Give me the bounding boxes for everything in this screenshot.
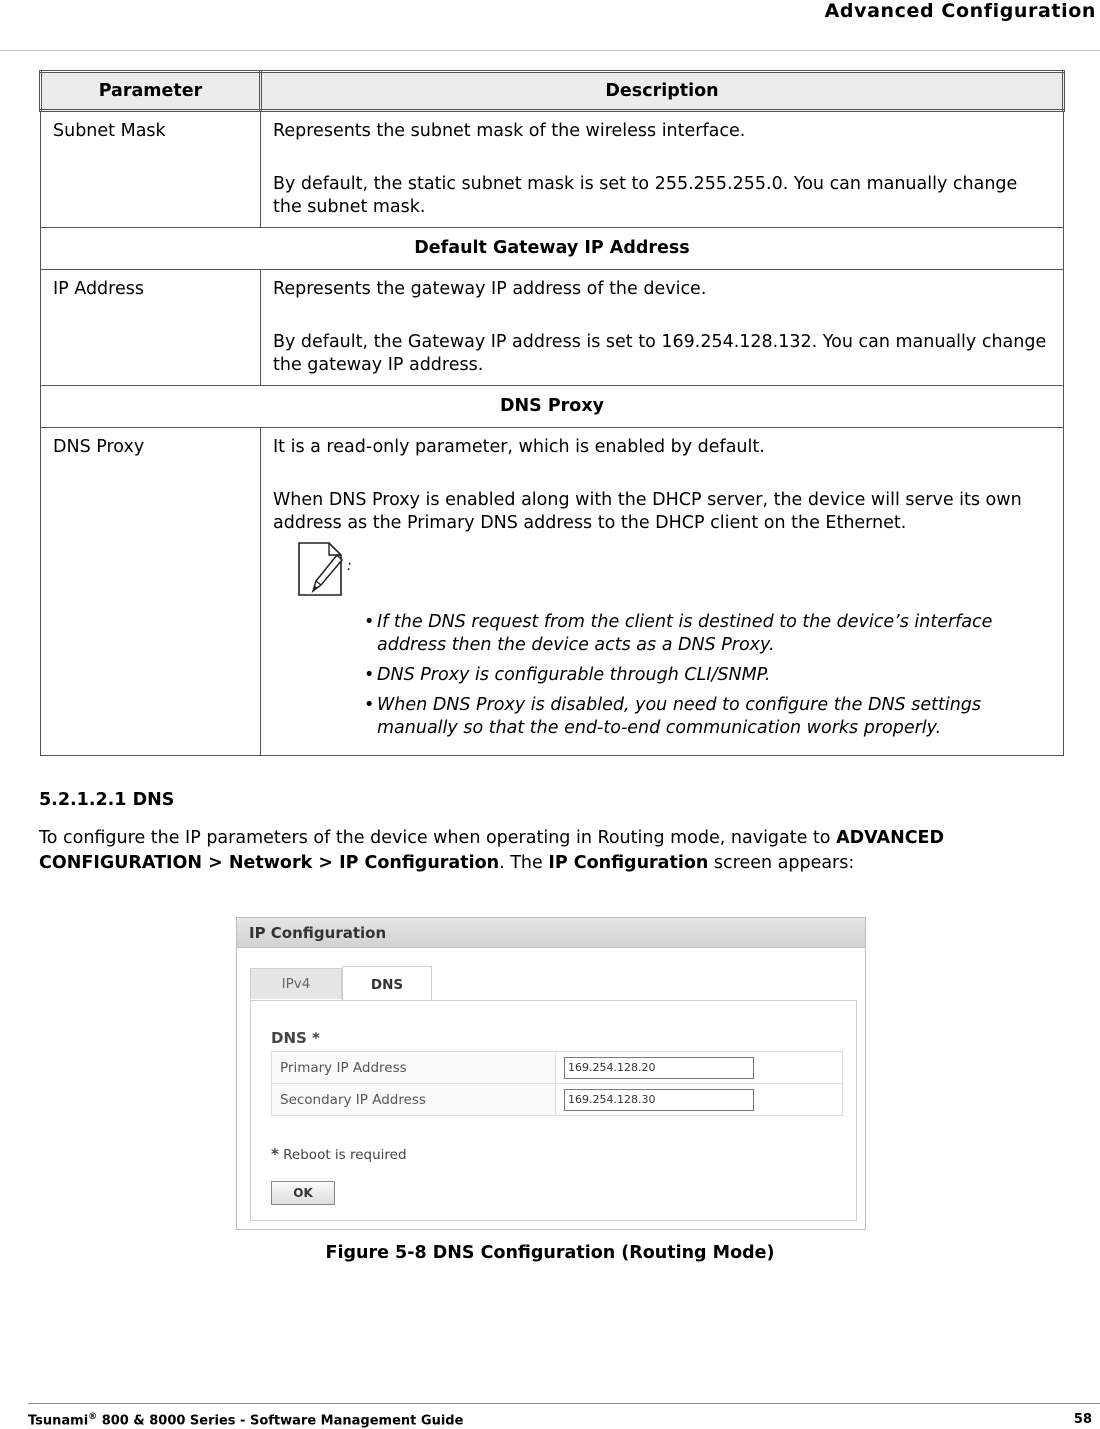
table-row [41,428,1064,756]
param-cell: IP Address [41,270,261,386]
footer-guide-name: 800 & 8000 Series - Software Management Guide [97,1413,464,1429]
parameter-table [39,70,1065,756]
secondary-ip-label: Secondary IP Address [272,1084,556,1116]
param-cell: Subnet Mask [41,111,261,228]
note-list [273,611,1051,740]
note-block [273,541,1051,611]
paragraph-text: screen appears: [708,853,855,873]
page-header-title: Advanced Configuration [824,0,1096,22]
table-section-row [41,228,1064,270]
reboot-note [271,1145,407,1163]
reboot-text: Reboot is required [283,1147,407,1163]
primary-ip-input[interactable] [564,1057,754,1079]
section-heading: 5.2.1.2.1 DNS [39,790,175,810]
dns-tab-panel [250,1000,857,1221]
table-row [272,1052,843,1084]
table-row [41,270,1064,386]
footer-product: Tsunami [28,1413,89,1429]
description-text: Represents the gateway IP address of the device. [273,279,707,299]
tab-ipv4[interactable]: IPv4 [250,968,342,999]
column-header-parameter: Parameter [41,72,261,111]
description-cell [261,270,1064,386]
tab-dns[interactable]: DNS [342,966,432,1001]
body-paragraph [39,826,1099,876]
dns-settings-table [271,1051,843,1116]
primary-ip-cell [556,1052,843,1084]
footer-title [28,1412,463,1428]
screen-name: IP Configuration [548,853,709,873]
dns-heading: DNS * [271,1029,320,1047]
description-cell [261,111,1064,228]
description-cell [261,428,1064,756]
note-item: • DNS Proxy is configurable through CLI/SNMP. [377,664,1051,687]
primary-ip-label: Primary IP Address [272,1052,556,1084]
ok-button[interactable]: OK [271,1181,335,1205]
table-section-row [41,386,1064,428]
panel-title: IP Configuration [237,918,865,948]
table-header-row [41,72,1064,111]
table-row [272,1084,843,1116]
column-header-description: Description [261,72,1064,111]
secondary-ip-cell [556,1084,843,1116]
note-colon: : [347,558,352,574]
description-text: Represents the subnet mask of the wireless interface. [273,121,746,141]
section-header-dns-proxy: DNS Proxy [41,386,1064,428]
note-item: • When DNS Proxy is disabled, you need to configure the DNS settings manually so that the end-to-end communication works properly. [377,694,1051,740]
paragraph-text: To configure the IP parameters of the device when operating in Routing mode, navigate to [39,828,837,848]
description-text: When DNS Proxy is enabled along with the DHCP server, the device will serve its own address as the Primary DNS address to the DHCP client on the Ethernet. [273,490,1022,533]
header-divider [0,50,1100,51]
secondary-ip-input[interactable] [564,1089,754,1111]
paragraph-text: . The [499,853,549,873]
reboot-star: * [271,1145,279,1163]
description-text: By default, the Gateway IP address is set to 169.254.128.132. You can manually change the gateway IP address. [273,332,1047,375]
note-pencil-icon [297,541,345,597]
page-number: 58 [1073,1412,1092,1427]
note-item: • If the DNS request from the client is destined to the device’s interface address then the device acts as a DNS Proxy. [377,611,1051,657]
param-cell: DNS Proxy [41,428,261,756]
nav-path: ADVANCED CONFIGURATION > Network > IP Configuration [39,828,945,873]
figure-caption: Figure 5-8 DNS Configuration (Routing Mode) [325,1243,775,1263]
footer-registered-mark: ® [88,1412,98,1422]
description-text: By default, the static subnet mask is set to 255.255.255.0. You can manually change the subnet mask. [273,174,1018,217]
description-text: It is a read-only parameter, which is enabled by default. [273,437,765,457]
section-header-gateway: Default Gateway IP Address [41,228,1064,270]
footer-divider [28,1403,1100,1404]
ip-configuration-screenshot [236,917,866,1230]
table-row [41,111,1064,228]
